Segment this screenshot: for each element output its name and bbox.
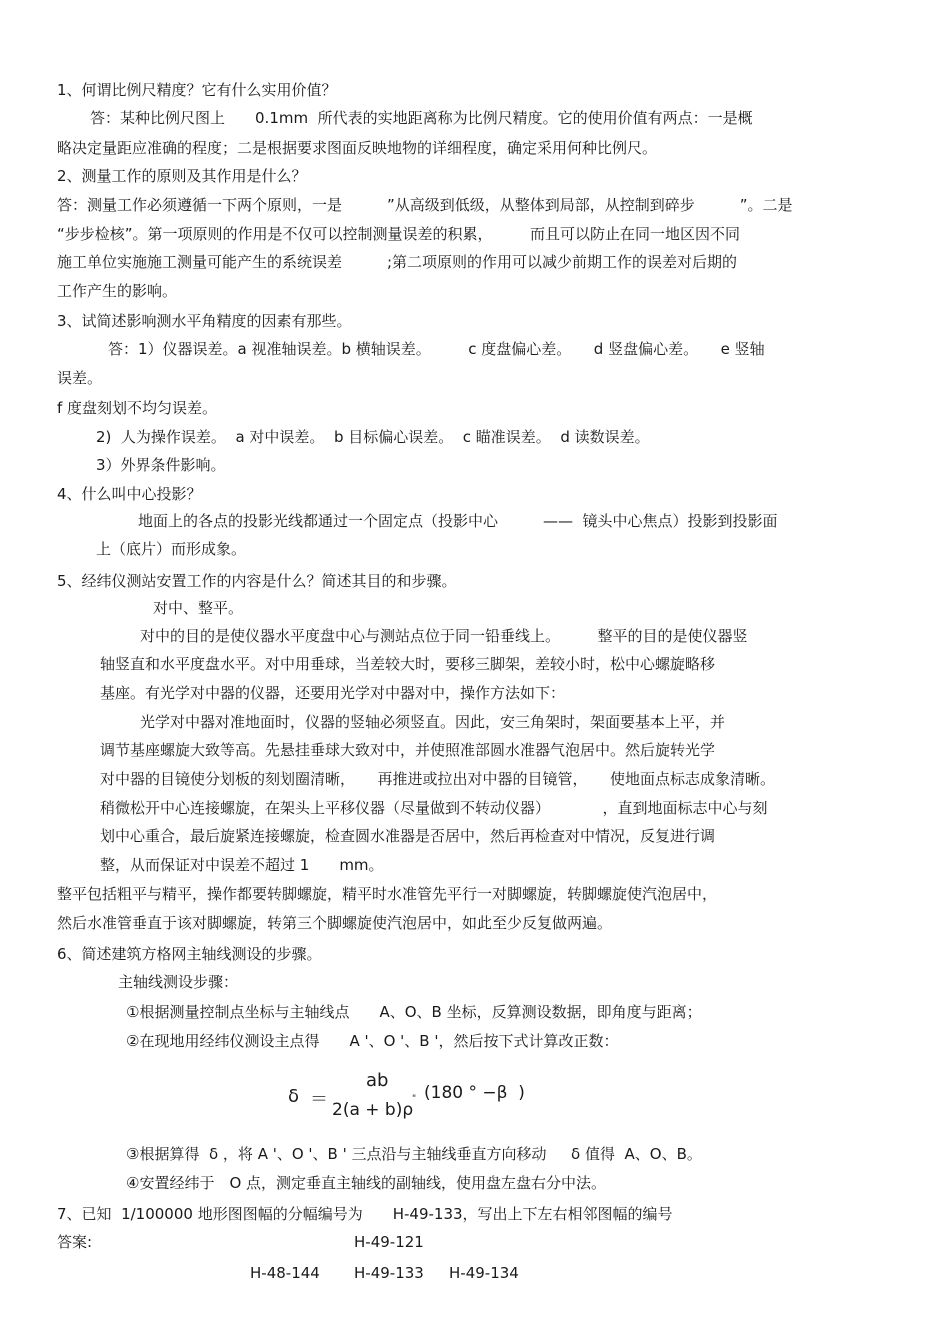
formula-dot-mark: " xyxy=(412,1094,417,1104)
q1-answer: 答：某种比例尺图上 0.1mm 所代表的实地距离称为比例尺精度。它的使用价值有两点：一是概 xyxy=(90,109,753,127)
q5-answer-cont: 调节基座螺旋大致等高。先悬挂垂球大致对中，并使照准部圆水准器气泡居中。然后旋转光学 xyxy=(100,741,716,759)
q2-title: 2、测量工作的原则及其作用是什么？ xyxy=(57,167,307,185)
sheet-center: H-49-133 xyxy=(354,1264,424,1282)
formula-numerator: ab xyxy=(366,1070,389,1091)
formula-delta: δ xyxy=(288,1086,300,1107)
q5-answer: 对中、整平。 xyxy=(153,599,244,617)
q5-answer-cont: 整，从而保证对中误差不超过 1 mm。 xyxy=(100,856,384,874)
sheet-left: H-48-144 xyxy=(250,1264,320,1282)
q5-answer-cont: 对中的目的是使仪器水平度盘中心与测站点位于同一铅垂线上。 整平的目的是使仪器竖 xyxy=(140,627,748,645)
formula-equals: ＝ xyxy=(310,1089,328,1110)
q6-title: 6、简述建筑方格网主轴线测设的步骤。 xyxy=(57,945,322,963)
correction-formula xyxy=(280,1066,580,1126)
q5-title: 5、经纬仪测站安置工作的内容是什么？简述其目的和步骤。 xyxy=(57,572,457,590)
q7-title: 7、已知 1/100000 地形图图幅的分幅编号为 H-49-133，写出上下左右相邻图幅的编号 xyxy=(57,1205,673,1223)
q7-answer-label: 答案: xyxy=(57,1233,93,1251)
q5-answer-cont: 基座。有光学对中器的仪器，还要用光学对中器对中，操作方法如下： xyxy=(100,684,566,702)
q1-answer-cont: 略决定量距应准确的程度；二是根据要求图面反映地物的详细程度，确定采用何种比例尺。 xyxy=(57,139,658,157)
q5-answer-cont: 然后水准管垂直于该对脚螺旋，转第三个脚螺旋使汽泡居中，如此至少反复做两遍。 xyxy=(57,914,613,932)
q4-answer: 地面上的各点的投影光线都通过一个固定点（投影中心 —— 镜头中心焦点）投影到投影面 xyxy=(138,512,778,530)
q1-title: 1、何谓比例尺精度？它有什么实用价值？ xyxy=(57,81,337,99)
q5-answer-cont: 对中器的目镜使分划板的刻划圈清晰， 再推进或拉出对中器的目镜管， 使地面点标志成象清晰。 xyxy=(100,770,776,788)
sheet-right: H-49-134 xyxy=(449,1264,519,1282)
q3-answer: 答：1）仪器误差。a 视准轴误差。b 横轴误差。 c 度盘偏心差。 d 竖盘偏心差。 e 竖轴 xyxy=(108,340,765,358)
q2-answer: 答：测量工作必须遵循一下两个原则，一是 ”从高级到低级，从整体到局部，从控制到碎步 ”。二是 xyxy=(57,196,793,214)
q5-answer-cont: 光学对中器对准地面时，仪器的竖轴必须竖直。因此，安三角架时，架面要基本上平，并 xyxy=(140,713,726,731)
q6-step-1: ①根据测量控制点坐标与主轴线点 A、O、B 坐标，反算测设数据，即角度与距离； xyxy=(126,1003,702,1021)
q6-step-2: ②在现地用经纬仪测设主点得 A '、O '、B '，然后按下式计算改正数： xyxy=(126,1032,619,1050)
q6-step-4: ④安置经纬于 O 点，测定垂直主轴线的副轴线，使用盘左盘右分中法。 xyxy=(126,1174,607,1192)
q3-title: 3、试简述影响测水平角精度的因素有那些。 xyxy=(57,312,352,330)
sheet-top: H-49-121 xyxy=(354,1233,424,1251)
q6-answer: 主轴线测设步骤： xyxy=(118,973,239,991)
q6-step-3: ③根据算得 δ ，将 A '、O '、B ' 三点沿与主轴线垂直方向移动 δ 值得 A、O、B。 xyxy=(126,1145,702,1163)
q3-answer-cont: 2) 人为操作误差。 a 对中误差。 b 目标偏心误差。 c 瞄准误差。 d 读数误差。 xyxy=(96,428,650,446)
q4-title: 4、什么叫中心投影？ xyxy=(57,485,202,503)
formula-tail: (180 ° −β ) xyxy=(424,1083,525,1103)
q2-answer-cont: 施工单位实施施工测量可能产生的系统误差 ;第二项原则的作用可以减少前期工作的误差对后期的 xyxy=(57,253,738,271)
q5-answer-cont: 轴竖直和水平度盘水平。对中用垂球，当差较大时，要移三脚架，差较小时，松中心螺旋略移 xyxy=(100,655,716,673)
q2-answer-cont: “步步检核”。第一项原则的作用是不仅可以控制测量误差的积累， 而且可以防止在同一地区因不同 xyxy=(57,225,741,243)
q5-answer-cont: 稍微松开中心连接螺旋，在架头上平移仪器（尽量做到不转动仪器） ，直到地面标志中心与刻 xyxy=(100,799,768,817)
q2-answer-cont: 工作产生的影响。 xyxy=(57,282,178,300)
q3-answer-cont: f 度盘刻划不均匀误差。 xyxy=(57,399,218,417)
q3-answer-cont: 误差。 xyxy=(57,369,103,387)
q3-answer-cont: 3）外界条件影响。 xyxy=(96,456,226,474)
q5-answer-cont: 划中心重合，最后旋紧连接螺旋，检查圆水准器是否居中，然后再检查对中情况，反复进行调 xyxy=(100,827,716,845)
q5-answer-cont: 整平包括粗平与精平，操作都要转脚螺旋，精平时水准管先平行一对脚螺旋，转脚螺旋使汽泡居中， xyxy=(57,885,718,903)
q4-answer-cont: 上（底片）而形成象。 xyxy=(96,540,247,558)
formula-denominator: 2(a + b)ρ xyxy=(332,1100,414,1120)
